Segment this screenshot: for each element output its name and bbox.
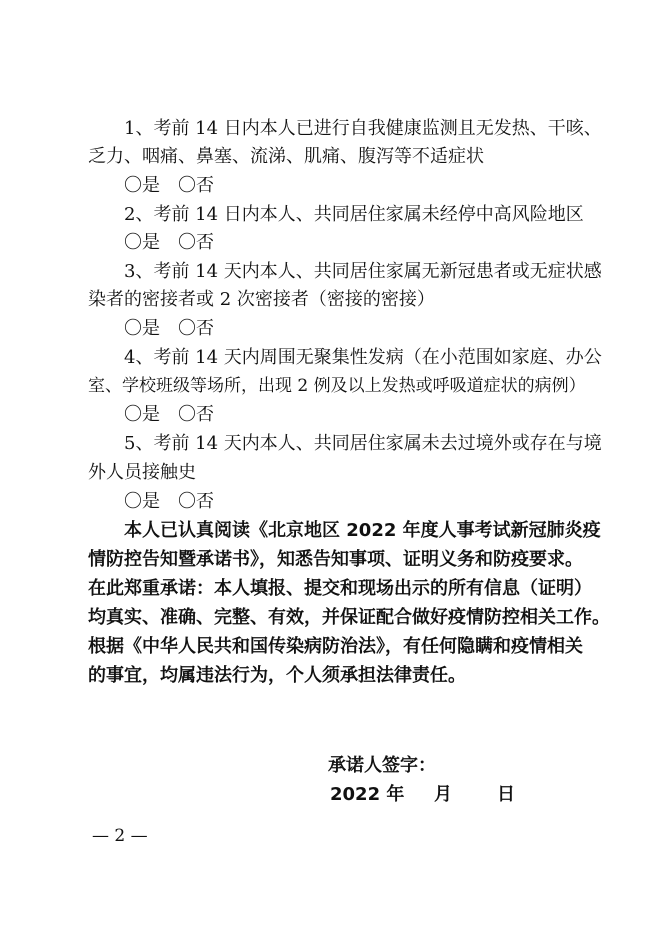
question-3-text-cont: 染者的密接者或 2 次密接者（密接的密接） xyxy=(88,289,435,310)
no-option[interactable]: 〇否 xyxy=(178,404,214,425)
question-5-text: 5、考前 14 天内本人、共同居住家属未去过境外或存在与境 xyxy=(124,433,602,454)
date-year: 2022 年 xyxy=(330,784,405,805)
question-2-options xyxy=(124,231,232,255)
question-3-options xyxy=(124,317,232,341)
yes-option[interactable]: 〇是 xyxy=(124,404,160,425)
yes-option[interactable]: 〇是 xyxy=(124,232,160,253)
page-number: — 2 — xyxy=(92,826,148,846)
pledge-line: 情防控告知暨承诺书》，知悉告知事项、证明义务和防疫要求。 xyxy=(88,549,583,570)
question-2-text: 2、考前 14 日内本人、共同居住家属未经停中高风险地区 xyxy=(124,204,584,225)
question-4-text: 4、考前 14 天内周围无聚集性发病（在小范围如家庭、办公 xyxy=(124,347,602,368)
no-option[interactable]: 〇否 xyxy=(178,175,214,196)
pledge-line: 根据《中华人民共和国传染病防治法》，有任何隐瞒和疫情相关 xyxy=(88,636,583,657)
question-1-options xyxy=(124,174,232,198)
pledge-line: 在此郑重承诺：本人填报、提交和现场出示的所有信息（证明） xyxy=(88,578,592,599)
question-5-options xyxy=(124,490,232,514)
signature-label: 承诺人签字： xyxy=(328,755,436,776)
question-1-text-cont: 乏力、咽痛、鼻塞、流涕、肌痛、腹泻等不适症状 xyxy=(88,146,484,167)
question-1-text: 1、考前 14 日内本人已进行自我健康监测且无发热、干咳、 xyxy=(124,118,602,139)
no-option[interactable]: 〇否 xyxy=(178,232,214,253)
no-option[interactable]: 〇否 xyxy=(178,491,214,512)
pledge-line: 均真实、准确、完整、有效，并保证配合做好疫情防控相关工作。 xyxy=(88,607,610,628)
question-4-options xyxy=(124,403,232,427)
yes-option[interactable]: 〇是 xyxy=(124,318,160,339)
no-option[interactable]: 〇否 xyxy=(178,318,214,339)
yes-option[interactable]: 〇是 xyxy=(124,175,160,196)
question-5-text-cont: 外人员接触史 xyxy=(88,462,196,483)
question-4-text-cont: 室、学校班级等场所，出现 2 例及以上发热或呼吸道症状的病例） xyxy=(88,376,586,396)
question-3-text: 3、考前 14 天内本人、共同居住家属无新冠患者或无症状感 xyxy=(124,261,602,282)
date-month: 月 xyxy=(434,784,452,805)
pledge-line: 本人已认真阅读《北京地区 2022 年度人事考试新冠肺炎疫 xyxy=(124,520,601,541)
yes-option[interactable]: 〇是 xyxy=(124,491,160,512)
pledge-line: 的事宜，均属违法行为，个人须承担法律责任。 xyxy=(88,665,466,686)
date-day: 日 xyxy=(497,784,515,805)
